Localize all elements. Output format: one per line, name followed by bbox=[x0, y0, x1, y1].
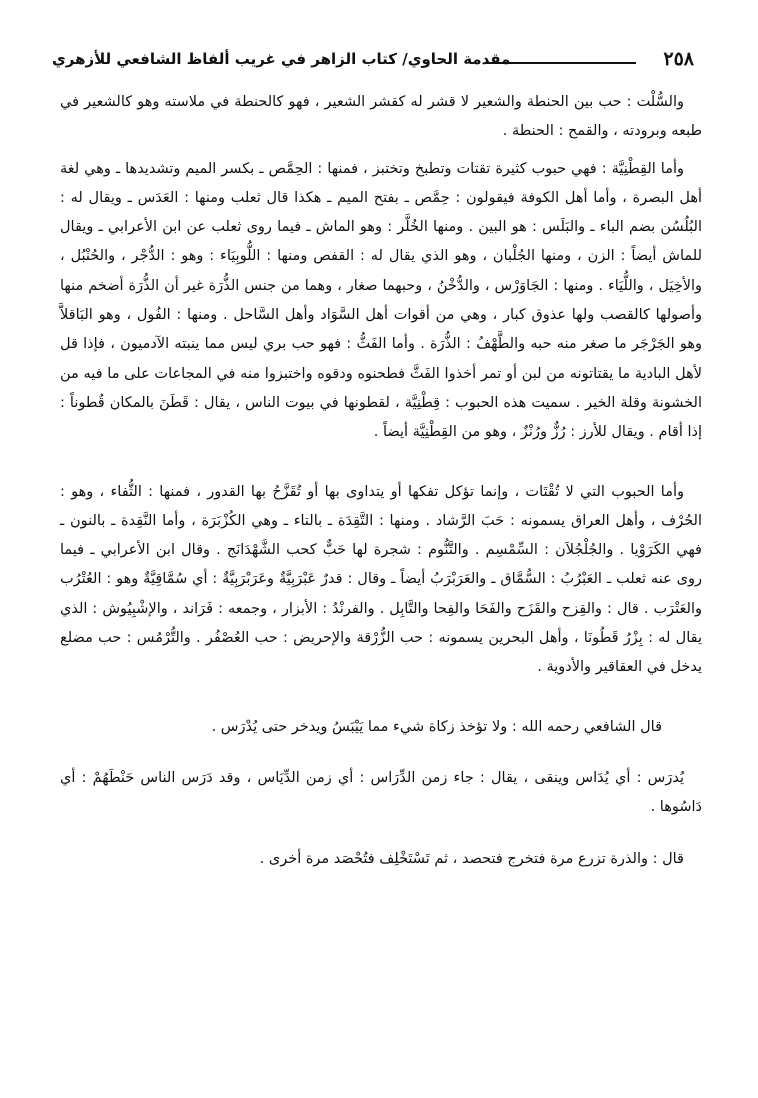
shafii-quote: قال الشافعي رحمه الله : ولا تؤخذ زكاة شيء مما يَيْبَسُ ويدخر حتى يُدْرَس . bbox=[211, 718, 662, 735]
body-text bbox=[60, 88, 702, 874]
spacer bbox=[60, 742, 702, 764]
spacer bbox=[60, 823, 702, 845]
spacer bbox=[60, 683, 702, 713]
paragraph-qitniyya: وأما القِطْنِيَّة : فهي حبوب كثيرة تقتات وتطبخ وتختبز ، فمنها : الحِمَّص ـ بكسر الميم وتشديدها ـ وهي لغة أهل البصرة ، وأما أهل الكوفة فيقولون : حِمَّص ـ بفتح الميم ـ هكذا قال ثعلب ومنها : العَدَس ـ ويقال له : البُلُسُن بضم الباء ـ والبَلَس : هو البين . ومنها الخُلَّر : وهو الماش ـ فيما روى ثعلب عن ابن الأعرابي ـ ويقال للماش أيضاً : الزن ، ومنها الجُلْبان ، وهو الذي يقال له : القفص ومنها : اللُّوبِيَاء : وهو : الدُّجْر ، والحُنْبُل ، والأخِيَل ، واللُّيَاء . ومنها : الجَاوَرْس ، والدُّخْنُ ، وحبهما صغار ، وهما من جنس الذُّرَة غير أن الذُّرَة أضخم منها وأصولها كالقصب ولها عذوق كبار ، وهي من أقوات أهل السَّوَاد وأهل السَّاحل . ومنها : الفُول ، وهو البَاقلاَّ وهو الجَرْجَر ما صغر منه حبه والطَّهْفُ : الذُّرَة . وأما الفَثُّ : فهو حب بري ليس مما ينبته الآدميون ، فإذا قل لأهل البادية ما يقتاتونه من لبن أو تمر أخذوا الفَثَّ فطحنوه ودقوه واختبزوا منه في المجاعات على ما فيه من الخشونة وقلة الخير . سميت هذه الحبوب : قِطْنِيَّة ، لقطونها في بيوت الناس ، يقال : قَطَنَ بالمكان قُطوناً : إذا أقام . ويقال للأرز : رُزٌّ ورُنْزٌ ، وهو من القِطْنِيَّة أيضاً . bbox=[60, 160, 702, 441]
running-header bbox=[52, 46, 694, 72]
running-title: مقدمة الحاوي/ كتاب الزاهر في غريب ألفاظ الشافعي للأزهري bbox=[52, 50, 511, 68]
paragraph-sult: والسُّلْت : حب بين الحنطة والشعير لا قشر له كقشر الشعير ، فهو كالحنطة في ملاسته وهو كالشعير في طبعه وبرودته ، والقمح : الحنطة . bbox=[60, 94, 702, 140]
page-number: ٢٥٨ bbox=[663, 48, 694, 70]
spacer bbox=[60, 147, 702, 155]
paragraph-non-staple-grains: وأما الحبوب التي لا تُقْتَات ، وإنما تؤكل تفكها أو يتداوى بها أو تُقَزَّحُ بها القدور ، فمنها : الثُّفاء ، وهو : الحُرْف ، وأهل العراق يسمونه : حَبَ الرَّشاد . ومنها : التَّقِدَة ـ بالتاء ـ وهي الكُزْبَرَة ، وأما النَّقِدة ـ بالنون ـ فهي الكَرَوْيا . والجُلْجُلاَن : السِّمْسِم . والتَّنُّوم : شجرة لها حَبٌّ كحب الشَّهْدَانَج . وقال ابن الأعرابي ـ فيما روى عنه ثعلب ـ العَبْرُبُ : السُّمَّاق ـ والعَرَبْرَبُ أيضاً ـ وقال : قدرٌ عَبْرَبِيَّةٌ وعَرَبْرَبِيَّةٌ : أي سُمَّاقِيَّةٌ وهو : العُتْرُب والعَتْرَب . قال : والقِزح والقَزَح والفَحَا والفِحا والتَّابِل . والفرنْدُ : الأبزار ، وجمعه : فَرَاند ، والإشْبِيُوش : الذي يقال له : بِزْرُ قَطُونَا ، وأهل البحرين يسمونه : حب الزُّرْقة والإحريض : حب العُصْفُر . والتُّرْمُس : حب مضلع يدخل في العقاقير والأدوية . bbox=[60, 483, 702, 676]
note-dhura: قال : والذرة تزرع مرة فتخرج فتحصد ، ثم تَسْتَخْلِف فتُحْصَد مرة أخرى . bbox=[259, 850, 684, 867]
spacer bbox=[60, 448, 702, 478]
note-yudras: يُدرَس : أي يُدَاس وينقى ، يقال : جاء زمن الدِّرَاس : أي زمن الدِّيَاس ، وقد دَرَس الناس حَنْطَهُمْ : أي دَاسُوها . bbox=[60, 769, 702, 816]
